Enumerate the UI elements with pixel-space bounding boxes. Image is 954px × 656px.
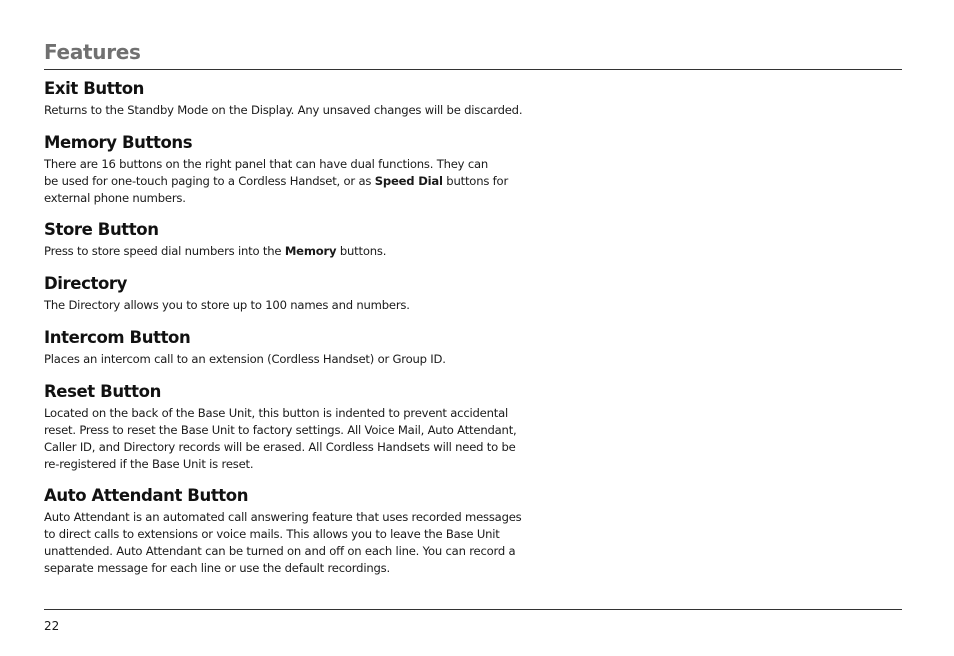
speed-dial-term: Speed Dial <box>374 174 443 188</box>
body-line: unattended. Auto Attendant can be turned on and off on each line. You can record a <box>44 544 516 558</box>
section-body <box>44 102 556 119</box>
section-heading: Intercom Button <box>44 328 191 347</box>
body-line: Press to store speed dial numbers into the <box>44 244 285 258</box>
section-body <box>44 405 556 473</box>
page-number: 22 <box>44 619 60 633</box>
section-auto-attendant-button <box>44 484 556 577</box>
body-line: separate message for each line or use the default recordings. <box>44 561 390 575</box>
section-heading: Directory <box>44 274 127 293</box>
body-line: Caller ID, and Directory records will be erased. All Cordless Handsets will need to be <box>44 440 516 454</box>
section-body <box>44 243 556 260</box>
section-exit-button <box>44 77 556 131</box>
section-memory-buttons <box>44 131 556 218</box>
features-content <box>44 77 556 577</box>
section-reset-button <box>44 380 556 484</box>
section-store-button <box>44 218 556 272</box>
section-directory <box>44 272 556 326</box>
section-body <box>44 297 556 314</box>
section-heading: Reset Button <box>44 382 161 401</box>
section-body <box>44 509 556 577</box>
body-line: buttons for <box>442 174 509 188</box>
section-intercom-button <box>44 326 556 380</box>
footer-divider <box>44 609 902 610</box>
body-line: Places an intercom call to an extension (Cordless Handset) or Group ID. <box>44 352 446 366</box>
body-line: external phone numbers. <box>44 191 186 205</box>
section-heading: Store Button <box>44 220 159 239</box>
memory-term: Memory <box>284 244 337 258</box>
body-line: re-registered if the Base Unit is reset. <box>44 457 254 471</box>
section-heading: Memory Buttons <box>44 133 193 152</box>
body-line: Auto Attendant is an automated call answering feature that uses recorded messages <box>44 510 522 524</box>
body-line: Located on the back of the Base Unit, this button is indented to prevent accidental <box>44 406 509 420</box>
header-divider <box>44 69 902 70</box>
section-body <box>44 156 556 207</box>
body-line: reset. Press to reset the Base Unit to factory settings. All Voice Mail, Auto Attendant, <box>44 423 517 437</box>
body-line: to direct calls to extensions or voice mails. This allows you to leave the Base Unit <box>44 527 500 541</box>
section-heading: Exit Button <box>44 79 144 98</box>
section-heading: Auto Attendant Button <box>44 486 249 505</box>
body-line: The Directory allows you to store up to 100 names and numbers. <box>44 298 410 312</box>
body-line: There are 16 buttons on the right panel that can have dual functions. They can <box>44 157 489 171</box>
page-title: Features <box>44 40 141 64</box>
body-line: buttons. <box>336 244 387 258</box>
body-line: Returns to the Standby Mode on the Display. Any unsaved changes will be discarded. <box>44 103 523 117</box>
section-body <box>44 351 556 368</box>
body-line: be used for one-touch paging to a Cordless Handset, or as <box>44 174 375 188</box>
